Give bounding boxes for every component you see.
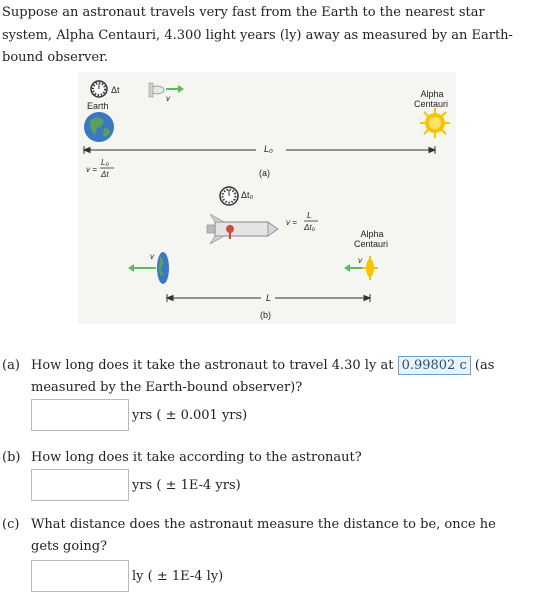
earth-edge-icon bbox=[128, 252, 169, 284]
v-eq-label-b: v = bbox=[286, 218, 297, 227]
question-text: What distance does the astronaut measure the distance to be, once he gets going? bbox=[31, 517, 496, 554]
earth-label: Earth bbox=[87, 101, 109, 111]
alpha-centauri-label-bottom bbox=[356, 229, 388, 249]
clock-icon bbox=[91, 81, 107, 97]
l-label: L bbox=[266, 293, 272, 303]
answer-b-box[interactable] bbox=[31, 469, 129, 501]
clock-icon-middle bbox=[220, 187, 238, 205]
rocket-icon bbox=[207, 214, 278, 244]
alpha-line1: Alpha bbox=[420, 89, 444, 99]
answer-c-unit: ly ( ± 1E-4 ly) bbox=[132, 569, 224, 584]
answer-a-input[interactable] bbox=[32, 400, 128, 430]
panel-b-label: (b) bbox=[260, 310, 271, 320]
v-label-earth: v bbox=[150, 252, 154, 261]
fraction-den-b: Δt₀ bbox=[304, 223, 315, 232]
distance-line-a bbox=[84, 146, 435, 154]
question-letter: (c) bbox=[2, 517, 20, 532]
delta-t-label: Δt bbox=[111, 85, 120, 95]
answer-a-unit: yrs ( ± 0.001 yrs) bbox=[132, 408, 248, 423]
v-label-star: v bbox=[358, 256, 362, 265]
answer-b-unit: yrs ( ± 1E-4 yrs) bbox=[132, 478, 241, 493]
fraction-num-b: L bbox=[307, 211, 312, 220]
question-text-after: (as measured by the Earth-bound observer)? bbox=[31, 358, 495, 395]
alpha-line2-b: Centauri bbox=[354, 239, 389, 249]
speed-highlight: 0.99802 c bbox=[398, 356, 471, 375]
alpha-line1-b: Alpha bbox=[360, 229, 384, 239]
alpha-line2: Centauri bbox=[414, 99, 449, 109]
answer-c-input[interactable] bbox=[32, 561, 128, 591]
answer-a-box[interactable] bbox=[31, 399, 129, 431]
answer-b-input[interactable] bbox=[32, 470, 128, 500]
question-text: How long does it take according to the astronaut? bbox=[31, 450, 362, 465]
problem-intro: Suppose an astronaut travels very fast from the Earth to the nearest star system, Alpha Centauri, 4.300 light years (ly) away as measured by an Earth-bound observer. bbox=[2, 5, 513, 65]
delta-t0-label: Δt₀ bbox=[241, 190, 254, 200]
panel-a-label: (a) bbox=[259, 168, 270, 178]
v-label-top: v bbox=[166, 94, 170, 103]
figure-panel bbox=[78, 72, 456, 324]
answer-c-box[interactable] bbox=[31, 560, 129, 592]
question-letter: (b) bbox=[2, 450, 21, 465]
sun-icon-top bbox=[420, 108, 450, 138]
l0-label: L₀ bbox=[264, 144, 273, 154]
figure-drawing bbox=[78, 72, 456, 324]
earth-icon bbox=[84, 112, 114, 142]
alpha-centauri-label-top bbox=[416, 89, 448, 109]
fraction-num-a: L₀ bbox=[101, 158, 109, 167]
v-eq-label-a: v = bbox=[86, 165, 97, 174]
question-letter: (a) bbox=[2, 358, 20, 373]
fraction-den-a: Δt bbox=[101, 170, 109, 179]
question-text-before: How long does it take the astronaut to travel 4.30 ly at bbox=[31, 358, 398, 373]
